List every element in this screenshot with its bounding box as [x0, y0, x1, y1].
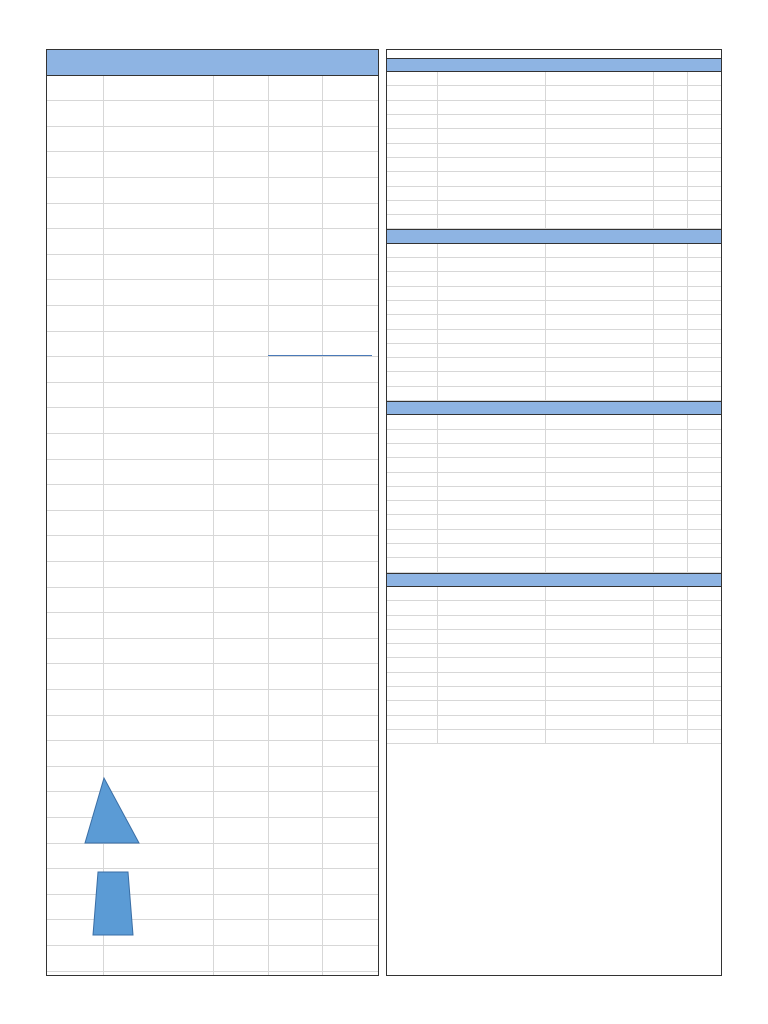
load-row-value	[587, 515, 685, 528]
table-row	[387, 229, 721, 243]
grid-line	[545, 587, 546, 744]
deadload-item-value	[213, 306, 318, 331]
load-row-value	[587, 144, 685, 157]
load-row-value	[587, 287, 685, 300]
slab-thickness	[437, 258, 483, 271]
slab-length	[497, 601, 541, 614]
beam-title	[387, 574, 721, 586]
slab-length	[497, 258, 541, 271]
sheet-row	[47, 178, 378, 204]
load-row-value	[587, 301, 685, 314]
sheet-row	[47, 306, 378, 332]
sheet-row	[47, 204, 378, 230]
grid-line	[687, 415, 688, 572]
load-row-value	[587, 215, 685, 228]
sheet-row	[47, 357, 378, 383]
sheet-row	[47, 255, 378, 281]
height-value	[213, 588, 318, 613]
deadload-design-sheet	[46, 49, 379, 976]
sheet-row	[47, 280, 378, 306]
grid-line	[687, 244, 688, 401]
grid-line	[545, 72, 546, 229]
grid-line	[653, 415, 654, 572]
grid-line	[653, 244, 654, 401]
sheet-title	[47, 50, 378, 75]
sheet-row	[47, 50, 378, 76]
wall-item-value	[213, 511, 318, 536]
grid-line	[437, 244, 438, 401]
load-row-value	[587, 358, 685, 371]
table-row	[387, 573, 721, 587]
wall-item-value	[213, 536, 318, 561]
deadload-item-value	[213, 332, 318, 357]
sheet-row	[47, 229, 378, 255]
beam-title	[387, 230, 721, 242]
sheet-row	[47, 946, 378, 972]
sheet-row	[47, 434, 378, 460]
sheet-row	[47, 485, 378, 511]
sheet-row	[47, 536, 378, 562]
load-row-value	[587, 372, 685, 385]
sheet-row	[47, 716, 378, 742]
sheet-row	[47, 460, 378, 486]
grid-line	[653, 587, 654, 744]
slab-width	[587, 601, 685, 614]
slab-thickness	[437, 86, 483, 99]
sheet-row	[47, 639, 378, 665]
grid-line	[437, 587, 438, 744]
trapezoid-load-icon	[82, 869, 142, 939]
sheet-row	[47, 844, 378, 870]
load-row-value	[587, 158, 685, 171]
sheet-row	[47, 613, 378, 639]
beam-title	[387, 59, 721, 71]
unit-weight-value	[213, 101, 263, 126]
slab-width	[587, 430, 685, 443]
slab-thickness	[437, 616, 483, 629]
sheet-row	[47, 511, 378, 537]
liveload-item-value	[213, 460, 318, 485]
slab-length	[497, 616, 541, 629]
slab-length	[497, 86, 541, 99]
sheet-row	[47, 332, 378, 358]
sheet-row	[47, 76, 378, 102]
load-row-value	[587, 701, 685, 714]
liveload-item-value	[213, 434, 318, 459]
beam-title	[387, 402, 721, 414]
sheet-row	[47, 690, 378, 716]
load-row-value	[587, 530, 685, 543]
sheet-row	[47, 664, 378, 690]
grid-line	[437, 415, 438, 572]
table-row	[387, 401, 721, 415]
grid-line	[545, 244, 546, 401]
load-row-value	[587, 344, 685, 357]
grid-line	[545, 415, 546, 572]
load-row-value	[587, 172, 685, 185]
load-row-value	[587, 687, 685, 700]
grid-line	[687, 587, 688, 744]
load-row-value	[587, 644, 685, 657]
load-row-value	[587, 458, 685, 471]
sheet-row	[47, 562, 378, 588]
slab-thickness	[437, 601, 483, 614]
load-row-value	[587, 387, 685, 400]
table-row	[387, 58, 721, 72]
deadload-item-value	[213, 357, 318, 382]
deadload-item-value	[213, 280, 318, 305]
load-row-value	[587, 201, 685, 214]
sheet-row	[47, 152, 378, 178]
sheet-row	[47, 741, 378, 767]
grid-line	[687, 72, 688, 229]
sheet-row	[47, 408, 378, 434]
load-row-value	[587, 544, 685, 557]
load-row-value	[587, 187, 685, 200]
sheet-row	[47, 588, 378, 614]
slab-width	[587, 616, 685, 629]
load-row-value	[587, 315, 685, 328]
load-row-value	[587, 487, 685, 500]
slab-length	[497, 430, 541, 443]
load-row-value	[587, 673, 685, 686]
load-row-value	[587, 558, 685, 571]
load-row-value	[587, 129, 685, 142]
deadload-item-value	[213, 229, 318, 254]
load-row-value	[587, 330, 685, 343]
triangle-load-icon	[82, 776, 142, 846]
load-row-value	[587, 630, 685, 643]
grid-line	[653, 72, 654, 229]
beam-load-tables	[386, 49, 722, 976]
deadload-item-value	[213, 204, 318, 229]
sheet-row	[47, 127, 378, 153]
slab-thickness	[437, 430, 483, 443]
grid-line	[437, 72, 438, 229]
deadload-item-value	[213, 255, 318, 280]
slab-width	[587, 86, 685, 99]
slab-width	[587, 258, 685, 271]
sheet-row	[47, 101, 378, 127]
total-underline	[268, 355, 372, 356]
load-row-value	[587, 730, 685, 743]
load-row-value	[587, 473, 685, 486]
load-row-value	[587, 501, 685, 514]
load-row-value	[587, 658, 685, 671]
load-row-value	[587, 716, 685, 729]
sheet-row	[47, 383, 378, 409]
load-row-value	[587, 115, 685, 128]
